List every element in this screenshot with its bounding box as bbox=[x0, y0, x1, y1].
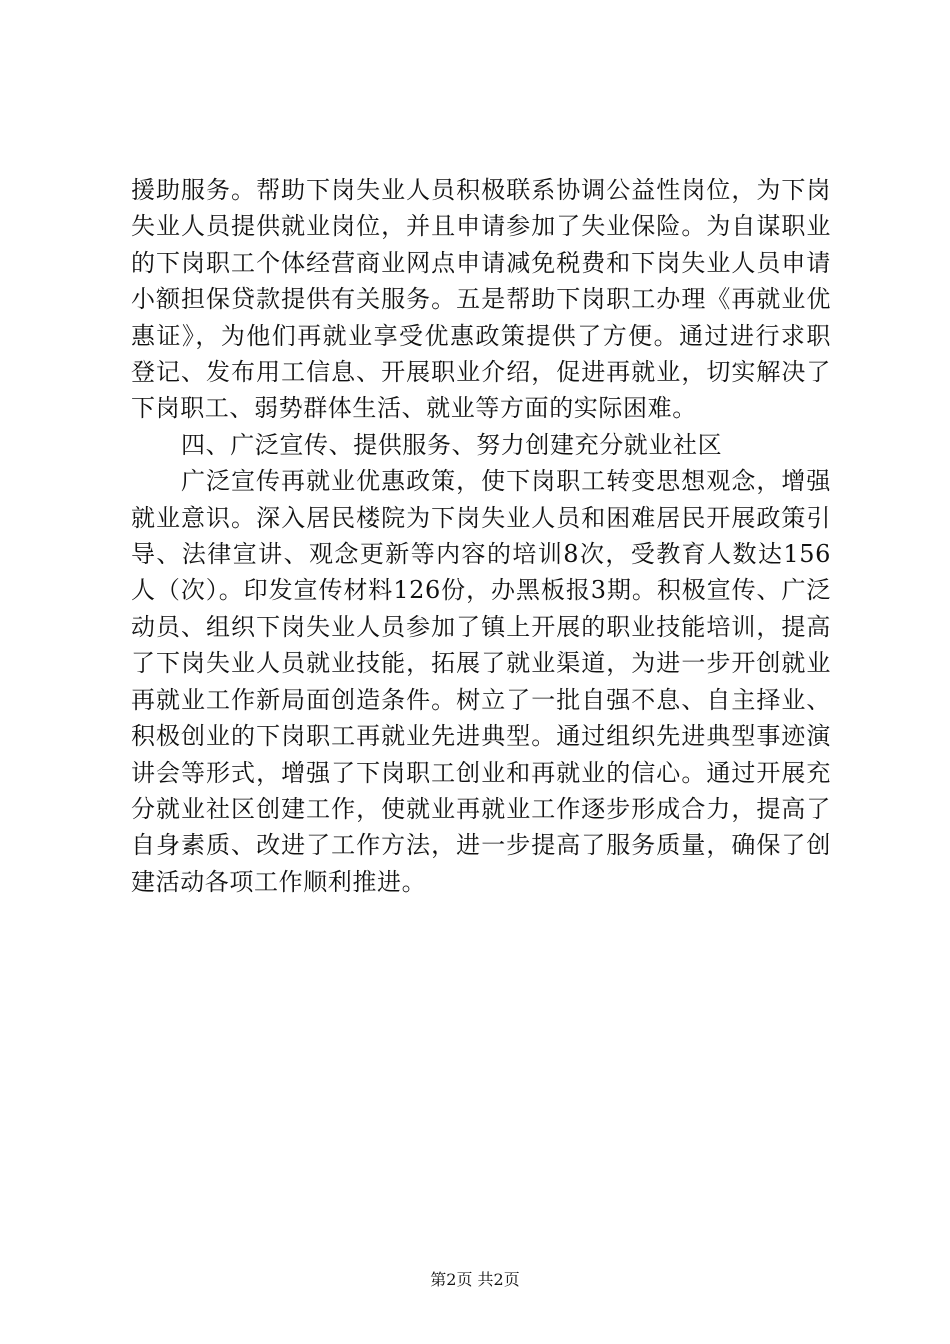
body-paragraph: 援助服务。帮助下岗失业人员积极联系协调公益性岗位，为下岗失业人员提供就业岗位，并且申请参加了失业保险。为自谋职业的下岗职工个体经营商业网点申请减免税费和下岗失业人员申请小额担保贷款提供有关服务。五是帮助下岗职工办理《再就业优惠证》，为他们再就业享受优惠政策提供了方便。通过进行求职登记、发布用工信息、开展职业介绍，促进再就业，切实解决了下岗职工、弱势群体生活、就业等方面的实际困难。 bbox=[131, 176, 831, 423]
document-body bbox=[131, 172, 831, 900]
body-paragraph: 广泛宣传再就业优惠政策，使下岗职工转变思想观念，增强就业意识。深入居民楼院为下岗失业人员和困难居民开展政策引导、法律宣讲、观念更新等内容的培训8次，受教育人数达156人（次）。印发宣传材料126份，办黑板报3期。积极宣传、广泛动员、组织下岗失业人员参加了镇上开展的职业技能培训，提高了下岗失业人员就业技能，拓展了就业渠道，为进一步开创就业再就业工作新局面创造条件。树立了一批自强不息、自主择业、积极创业的下岗职工再就业先进典型。通过组织先进典型事迹演讲会等形式，增强了下岗职工创业和再就业的信心。通过开展充分就业社区创建工作，使就业再就业工作逐步形成合力，提高了自身素质、改进了工作方法，进一步提高了服务质量，确保了创建活动各项工作顺利推进。 bbox=[131, 467, 831, 896]
section-heading: 四、广泛宣传、提供服务、努力创建充分就业社区 bbox=[181, 430, 723, 459]
page-number-footer: 第2页 共2页 bbox=[430, 1270, 520, 1289]
